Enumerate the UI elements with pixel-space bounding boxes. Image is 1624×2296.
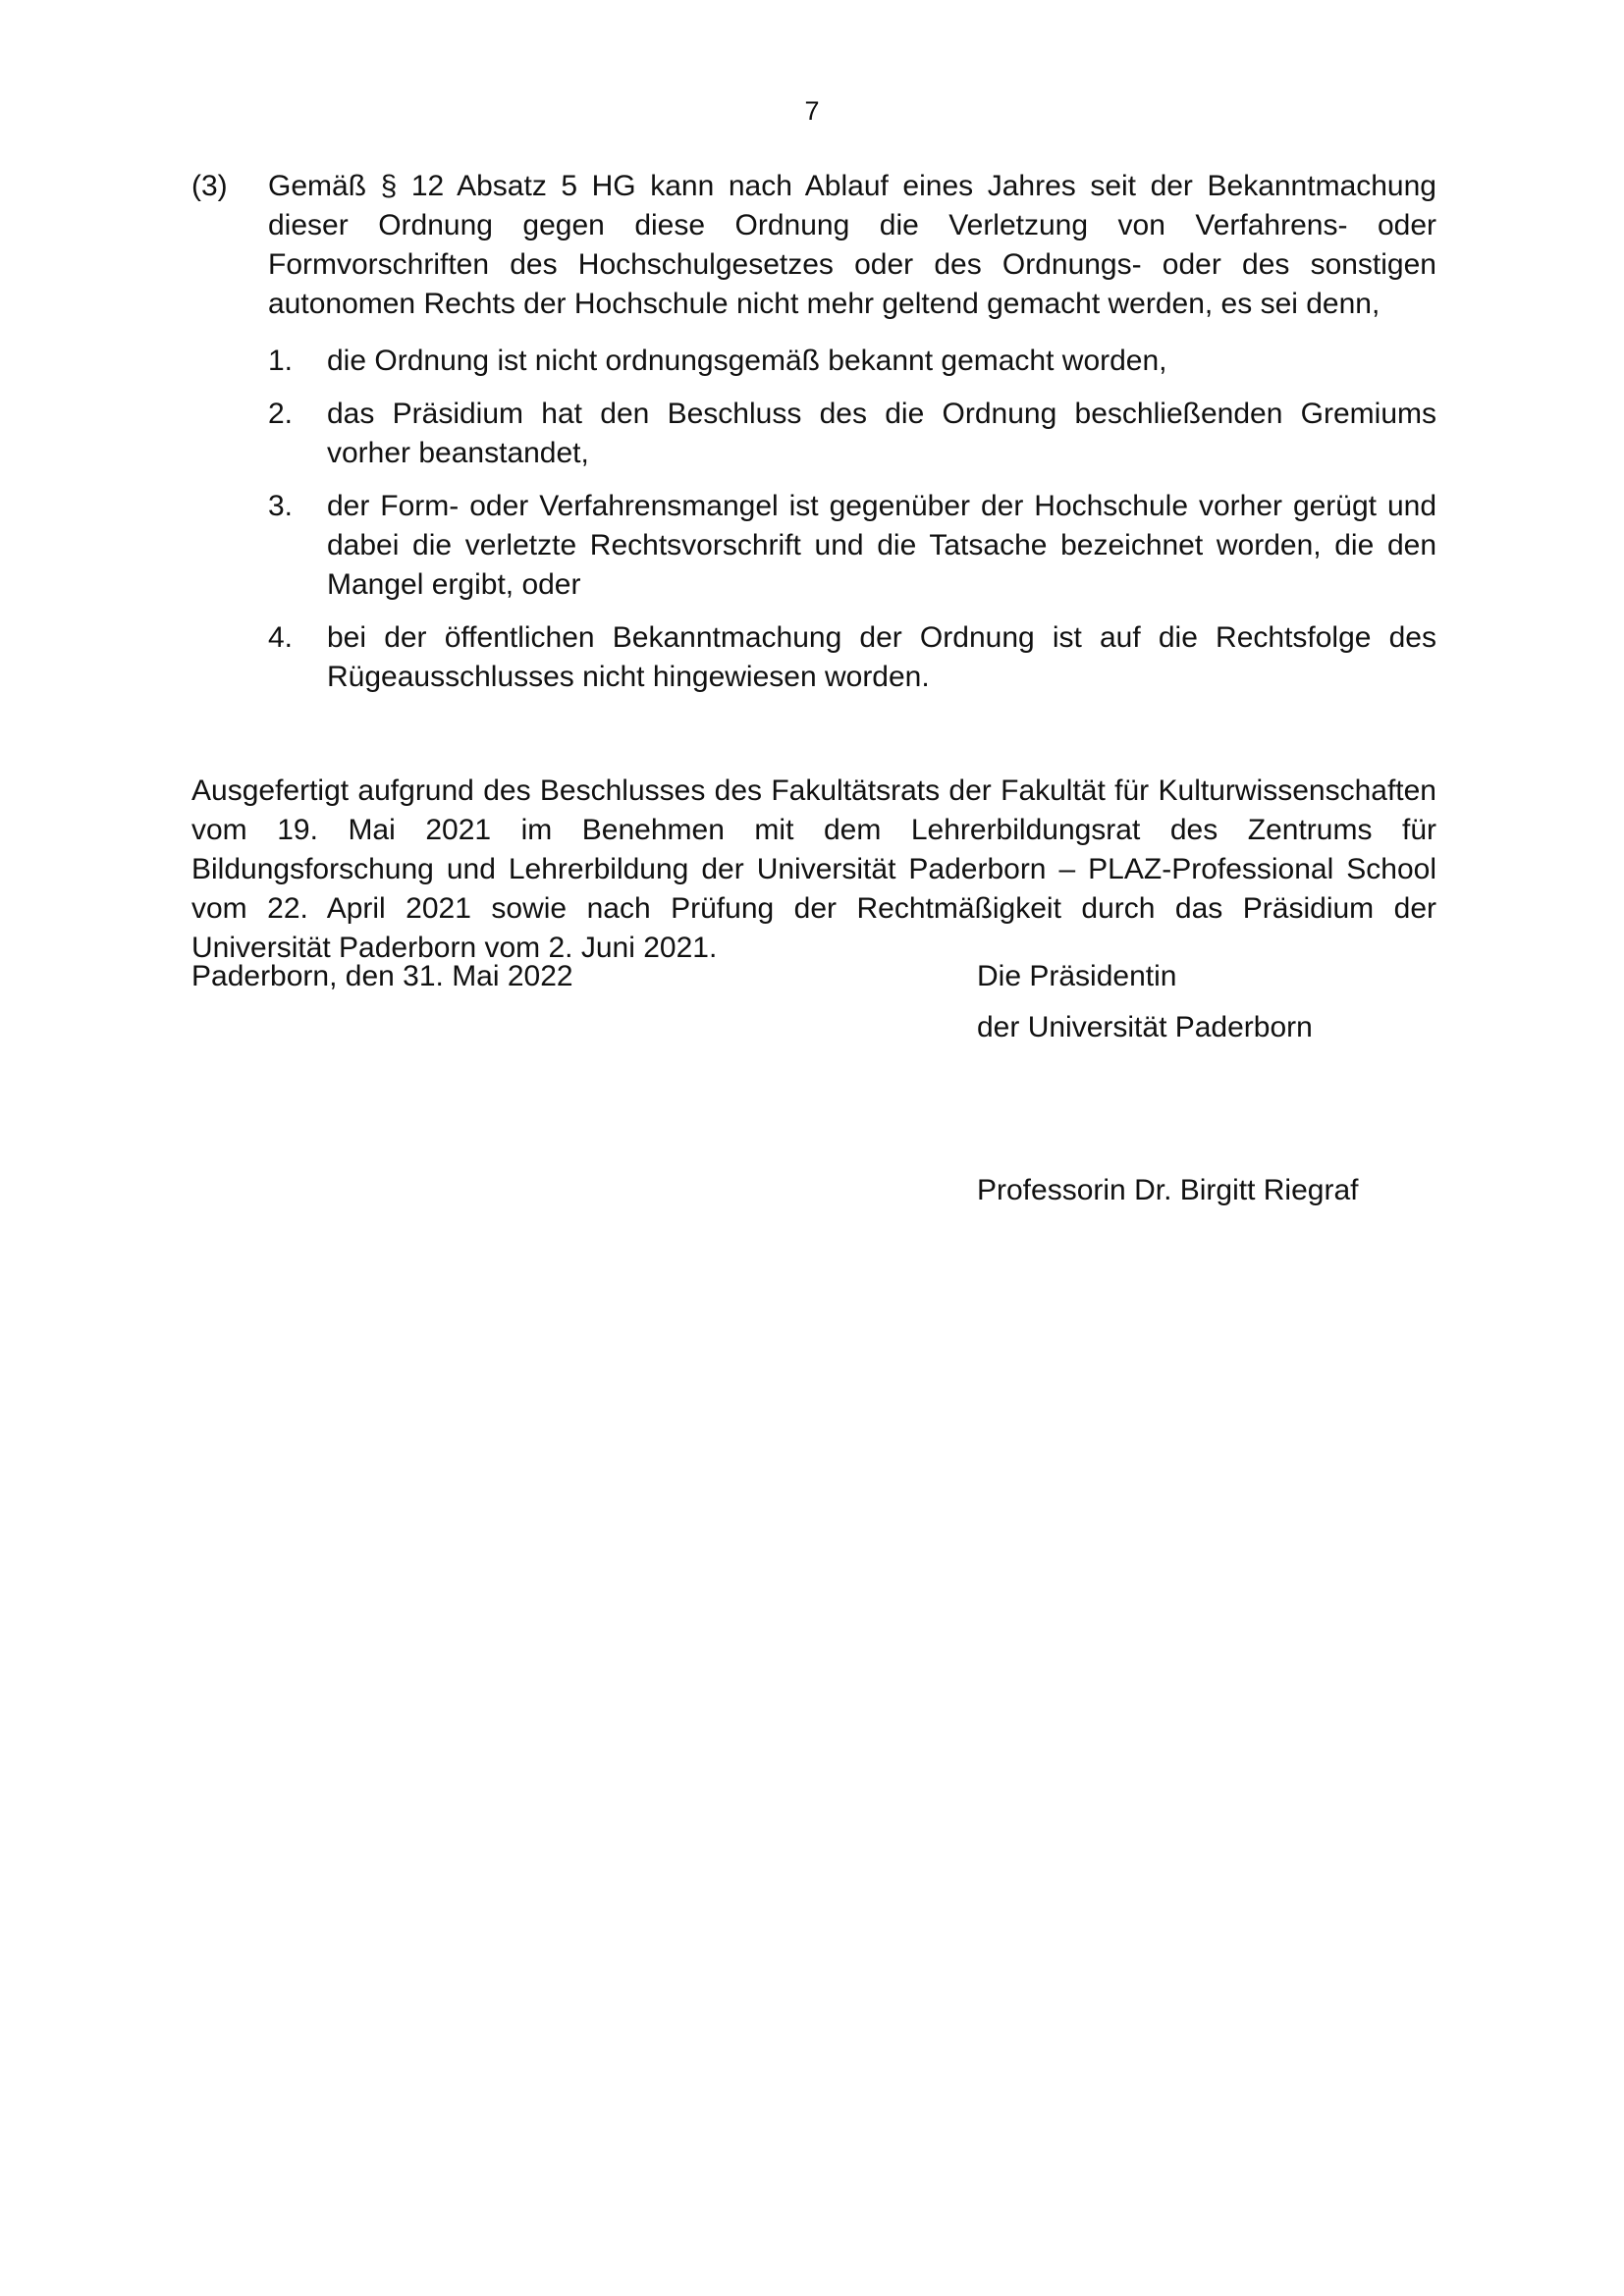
document-body	[191, 167, 1436, 968]
place-date: Paderborn, den 31. Mai 2022	[191, 960, 573, 992]
list-item	[268, 395, 1436, 473]
list-item-text: der Form- oder Verfahrensmangel ist gegenüber der Hochschule vorher gerügt und dabei die verletzte Rechtsvorschrift und die Tatsache bezeichnet worden, die den Mangel ergibt, oder	[327, 490, 1436, 601]
list-item-number: 4.	[268, 621, 294, 654]
list-item	[268, 618, 1436, 697]
clause-item-list	[268, 342, 1436, 697]
clause-number: (3)	[191, 170, 228, 202]
clause-content	[268, 167, 1436, 711]
page-number: 7	[804, 96, 820, 126]
clause-3	[191, 167, 1436, 711]
list-item	[268, 342, 1436, 381]
clause-text: Gemäß § 12 Absatz 5 HG kann nach Ablauf eines Jahres seit der Bekanntmachung dieser Ordnung gegen diese Ordnung die Verletzung von Verfahrens- oder Formvorschriften des Hochschulgesetzes oder des Ordnungs- oder des sonstigen autonomen Rechts der Hochschule nicht mehr geltend gemacht werden, es sei denn,	[268, 170, 1436, 320]
list-item-number: 2.	[268, 398, 294, 430]
signer-name: Professorin Dr. Birgitt Riegraf	[977, 1174, 1359, 1206]
list-item-text: bei der öffentlichen Bekanntmachung der Ordnung ist auf die Rechtsfolge des Rügeausschlusses nicht hingewiesen worden.	[327, 621, 1436, 693]
signatory-title	[977, 957, 1313, 1059]
list-item-number: 1.	[268, 345, 294, 377]
list-item-number: 3.	[268, 490, 294, 522]
list-item	[268, 487, 1436, 605]
list-item-text: die Ordnung ist nicht ordnungsgemäß bekannt gemacht worden,	[327, 345, 1167, 377]
list-item-text: das Präsidium hat den Beschluss des die Ordnung beschließenden Gremiums vorher beanstandet,	[327, 398, 1436, 469]
certification-paragraph: Ausgefertigt aufgrund des Beschlusses des Fakultätsrats der Fakultät für Kulturwissenschaften vom 19. Mai 2021 im Benehmen mit dem Lehrerbildungsrat des Zentrums für Bildungsforschung und Lehrerbildung der Universität Paderborn – PLAZ-Professional School vom 22. April 2021 sowie nach Prüfung der Rechtmäßigkeit durch das Präsidium der Universität Paderborn vom 2. Juni 2021.	[191, 774, 1436, 964]
signatory-title-line-2: der Universität Paderborn	[977, 1011, 1313, 1043]
signatory-title-line-1: Die Präsidentin	[977, 960, 1177, 992]
